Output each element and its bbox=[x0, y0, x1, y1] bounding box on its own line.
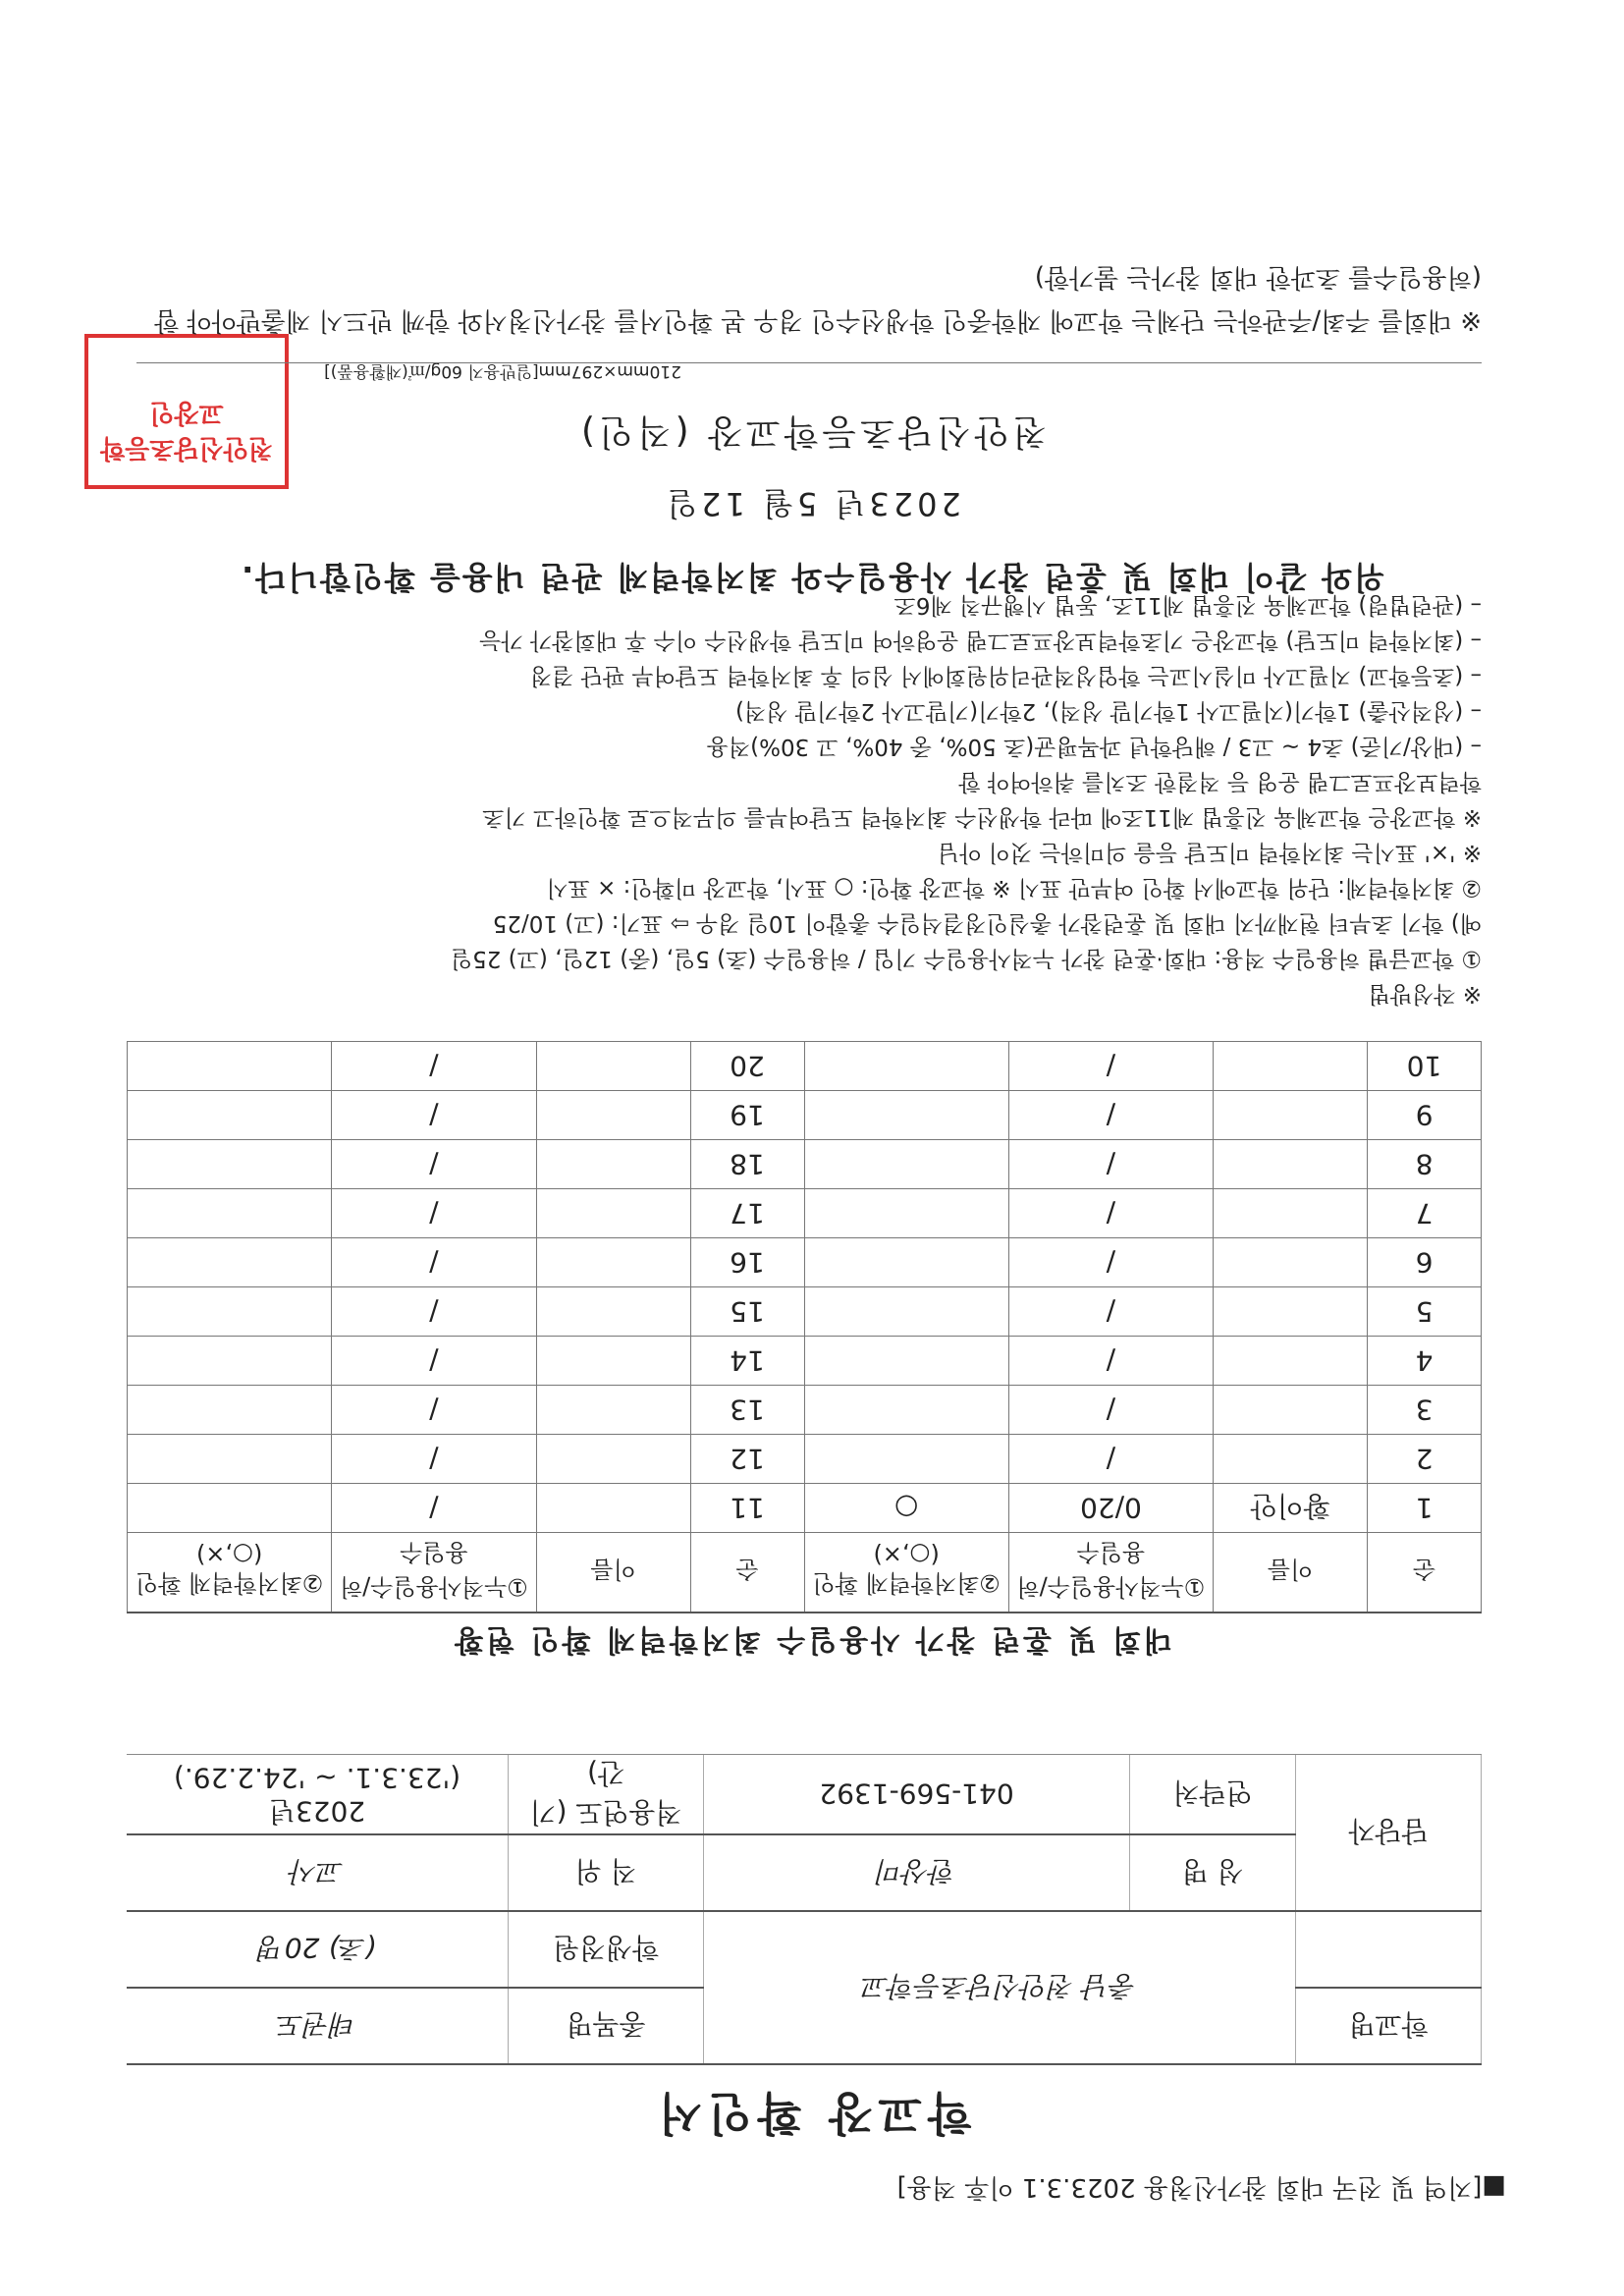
row-min-2 bbox=[128, 1386, 332, 1435]
row-min-2 bbox=[128, 1484, 332, 1533]
row-name-2 bbox=[536, 1287, 690, 1337]
capacity-value: (초) 20명 bbox=[127, 1911, 509, 1988]
name-value: 한상미 bbox=[704, 1834, 1130, 1911]
row-name-2 bbox=[536, 1435, 690, 1484]
row-min-2 bbox=[128, 1287, 332, 1337]
school-value: 충남 천안신당초등학교 bbox=[704, 1911, 1296, 2064]
col-min: ②최저학력제 확인(○,×) bbox=[804, 1533, 1008, 1613]
row-days: 0/20 bbox=[1008, 1484, 1213, 1533]
contact-group-label: 담당자 bbox=[1296, 1755, 1482, 1912]
usage-table-title: 대회 및 훈련 참가 사용일수 최저학력제 확인 현황 bbox=[452, 1622, 1172, 1657]
issue-date: 2023년 5월 12일 bbox=[663, 485, 961, 522]
row-no-2: 16 bbox=[690, 1238, 804, 1287]
row-days: / bbox=[1008, 1042, 1213, 1091]
row-days: / bbox=[1008, 1189, 1213, 1238]
row-name-2 bbox=[536, 1091, 690, 1140]
col-name: 이름 bbox=[1214, 1533, 1368, 1613]
header-note: ■[지역 및 전국 대회 참가신청용 2023.3.1 이후 적용] bbox=[896, 2172, 1506, 2202]
row-min-2 bbox=[128, 1091, 332, 1140]
row-days-2: / bbox=[332, 1287, 536, 1337]
row-min bbox=[804, 1386, 1008, 1435]
capacity-label: 학생정원 bbox=[509, 1911, 704, 1988]
row-days-2: / bbox=[332, 1435, 536, 1484]
row-min bbox=[804, 1435, 1008, 1484]
row-days-2: / bbox=[332, 1337, 536, 1386]
row-days-2: / bbox=[332, 1484, 536, 1533]
period-label: 적용연도 (기간) bbox=[509, 1755, 704, 1835]
row-min bbox=[804, 1189, 1008, 1238]
instruction-line: ※ 작성방법 bbox=[1368, 981, 1482, 1007]
instruction-line: ※ 학교장은 학교체육 진흥법 제11조에 따라 학생선수 최저학력 도달여부를 의무적으로 확인하고 기초 bbox=[482, 804, 1482, 830]
table-row bbox=[128, 1484, 1482, 1533]
col-no: 순 bbox=[1368, 1533, 1482, 1613]
row-no: 9 bbox=[1368, 1091, 1482, 1140]
official-seal bbox=[84, 334, 289, 489]
document-title: 학교장 확인서 bbox=[652, 2087, 972, 2140]
row-min bbox=[804, 1042, 1008, 1091]
principal-signature: 천안신당초등학교장 (직인) bbox=[576, 411, 1048, 452]
row-name bbox=[1214, 1386, 1368, 1435]
row-name-2 bbox=[536, 1386, 690, 1435]
col-days: ①누적사용일수/허용일수 bbox=[1008, 1533, 1213, 1613]
row-days-2: / bbox=[332, 1140, 536, 1189]
row-name-2 bbox=[536, 1238, 690, 1287]
row-no-2: 14 bbox=[690, 1337, 804, 1386]
row-min-2 bbox=[128, 1238, 332, 1287]
instruction-line: – (최저학력 미도달) 학교장은 기초학력보장프로그램 운영하여 미도달 학생선수 이수 후 대회참가 가능 bbox=[479, 628, 1482, 653]
row-days-2: / bbox=[332, 1386, 536, 1435]
row-no-2: 20 bbox=[690, 1042, 804, 1091]
row-days: / bbox=[1008, 1386, 1213, 1435]
period-value: 2023년 bbox=[268, 1795, 366, 1828]
table-row bbox=[128, 1140, 1482, 1189]
row-no-2: 11 bbox=[690, 1484, 804, 1533]
row-name-2 bbox=[536, 1337, 690, 1386]
row-no-2: 12 bbox=[690, 1435, 804, 1484]
row-min-2 bbox=[128, 1042, 332, 1091]
school-label-spacer bbox=[1296, 1911, 1482, 1988]
instruction-line: – (대상/기준) 초4 ~ 고3 / 해당학년 과목평균(초 50%, 중 40%, 고 30%)적용 bbox=[706, 734, 1482, 759]
position-value: 교사 bbox=[127, 1834, 509, 1911]
row-name-2 bbox=[536, 1042, 690, 1091]
row-no: 6 bbox=[1368, 1238, 1482, 1287]
row-days: / bbox=[1008, 1238, 1213, 1287]
col-name-2: 이름 bbox=[536, 1533, 690, 1613]
period-range: ('23.3.1. ~ '24.2.29.) bbox=[173, 1762, 461, 1794]
school-info-table bbox=[127, 1754, 1482, 2065]
row-days: / bbox=[1008, 1287, 1213, 1337]
row-name-2 bbox=[536, 1484, 690, 1533]
row-no: 2 bbox=[1368, 1435, 1482, 1484]
table-row bbox=[128, 1238, 1482, 1287]
instruction-line: 학력보장프로그램 운영 등 적절한 조치를 취하여야 함 bbox=[958, 769, 1482, 794]
row-min-2 bbox=[128, 1189, 332, 1238]
row-name bbox=[1214, 1435, 1368, 1484]
row-min bbox=[804, 1337, 1008, 1386]
usage-table bbox=[127, 1041, 1482, 1613]
row-name bbox=[1214, 1337, 1368, 1386]
row-no: 1 bbox=[1368, 1484, 1482, 1533]
row-min bbox=[804, 1287, 1008, 1337]
col-days-2: ①누적사용일수/허용일수 bbox=[332, 1533, 536, 1613]
event-value: 태권도 bbox=[127, 1988, 509, 2064]
col-no-2: 순 bbox=[690, 1533, 804, 1613]
divider bbox=[136, 362, 1482, 363]
row-days: / bbox=[1008, 1435, 1213, 1484]
row-no: 7 bbox=[1368, 1189, 1482, 1238]
row-days-2: / bbox=[332, 1238, 536, 1287]
row-no: 10 bbox=[1368, 1042, 1482, 1091]
paper-spec: 210mm×297mm[일반용지 60g/㎡(재활용품)] bbox=[324, 361, 681, 381]
table-row bbox=[128, 1435, 1482, 1484]
instruction-line: ② 최저학력제: 단위 학교에서 확인 여부만 표시 ※ 학교장 확인: ○ 표시, 학교장 미확인: × 표시 bbox=[546, 875, 1482, 901]
instruction-line: ※ '×' 표시는 최저학력 미도달 등을 의미하는 것이 아님 bbox=[937, 840, 1482, 865]
row-no: 3 bbox=[1368, 1386, 1482, 1435]
row-no-2: 15 bbox=[690, 1287, 804, 1337]
row-days-2: / bbox=[332, 1189, 536, 1238]
row-name bbox=[1214, 1140, 1368, 1189]
phone-label: 연락처 bbox=[1130, 1755, 1296, 1835]
event-label: 종목명 bbox=[509, 1988, 704, 2064]
row-name bbox=[1214, 1042, 1368, 1091]
table-row bbox=[128, 1091, 1482, 1140]
table-row bbox=[128, 1337, 1482, 1386]
row-no: 5 bbox=[1368, 1287, 1482, 1337]
row-no-2: 17 bbox=[690, 1189, 804, 1238]
table-row bbox=[128, 1042, 1482, 1091]
row-no-2: 19 bbox=[690, 1091, 804, 1140]
row-min-2 bbox=[128, 1435, 332, 1484]
row-name bbox=[1214, 1238, 1368, 1287]
row-days: / bbox=[1008, 1337, 1213, 1386]
table-row bbox=[128, 1189, 1482, 1238]
footnote: ※ 대회를 주최/주관하는 단체는 학교에 재학중인 학생선수인 경우 본 확인서를 참가신청서와 함께 반드시 제출받아야 함(허용일수를 초과한 대회 참가는 불가함) bbox=[154, 262, 1482, 335]
instruction-line: – (초등학교) 지필고사 미실시교는 학업성적관리위원회에서 심의 후 최저학력 도달여부 판단 결정 bbox=[529, 663, 1482, 688]
row-days: / bbox=[1008, 1140, 1213, 1189]
row-name bbox=[1214, 1287, 1368, 1337]
name-label: 성 명 bbox=[1130, 1834, 1296, 1911]
row-min bbox=[804, 1238, 1008, 1287]
row-min bbox=[804, 1140, 1008, 1189]
row-no-2: 18 bbox=[690, 1140, 804, 1189]
row-min bbox=[804, 1091, 1008, 1140]
row-name-2 bbox=[536, 1140, 690, 1189]
instruction-line: 예) 학기 초부터 현재까지 대회 및 훈련참가 총실인정결석일수 총합이 10일 경우 ⇨ 표기: (고) 10/25 bbox=[492, 910, 1482, 936]
row-name bbox=[1214, 1091, 1368, 1140]
row-days-2: / bbox=[332, 1091, 536, 1140]
position-label: 직 위 bbox=[509, 1834, 704, 1911]
instruction-line: – (관련법령) 학교체육 진흥법 제11조, 동법 시행규칙 제6조 bbox=[893, 592, 1482, 618]
table-row bbox=[128, 1386, 1482, 1435]
row-name-2 bbox=[536, 1189, 690, 1238]
row-days-2: / bbox=[332, 1042, 536, 1091]
instructions bbox=[136, 587, 1482, 1011]
row-no: 8 bbox=[1368, 1140, 1482, 1189]
confirmation-statement: 위와 같이 대회 및 훈련 참가 사용일수와 최저학력제 관련 내용을 확인합니다. bbox=[240, 559, 1384, 596]
seal-text: 천안신당초등학교장인 bbox=[100, 398, 273, 463]
row-min-2 bbox=[128, 1337, 332, 1386]
row-days: / bbox=[1008, 1091, 1213, 1140]
row-no-2: 13 bbox=[690, 1386, 804, 1435]
instruction-line: ① 학교급별 허용일수 적용: 대회·훈련 참가 누적사용일수 기입 / 허용일수 (초) 5일, (중) 12일, (고) 25일 bbox=[450, 946, 1482, 971]
col-min-2: ②최저학력제 확인(○,×) bbox=[128, 1533, 332, 1613]
row-name bbox=[1214, 1189, 1368, 1238]
row-min: ○ bbox=[804, 1484, 1008, 1533]
row-min-2 bbox=[128, 1140, 332, 1189]
row-name: 황이안 bbox=[1214, 1484, 1368, 1533]
period-cell bbox=[127, 1755, 509, 1835]
phone-value: 041-569-1392 bbox=[704, 1755, 1130, 1835]
school-label: 학교명 bbox=[1296, 1988, 1482, 2064]
instruction-line: – (성적산출) 1학기(지필고사 1학기말 성적), 2학기(기말고사 2학기말 성적) bbox=[734, 698, 1482, 724]
table-row bbox=[128, 1287, 1482, 1337]
row-no: 4 bbox=[1368, 1337, 1482, 1386]
